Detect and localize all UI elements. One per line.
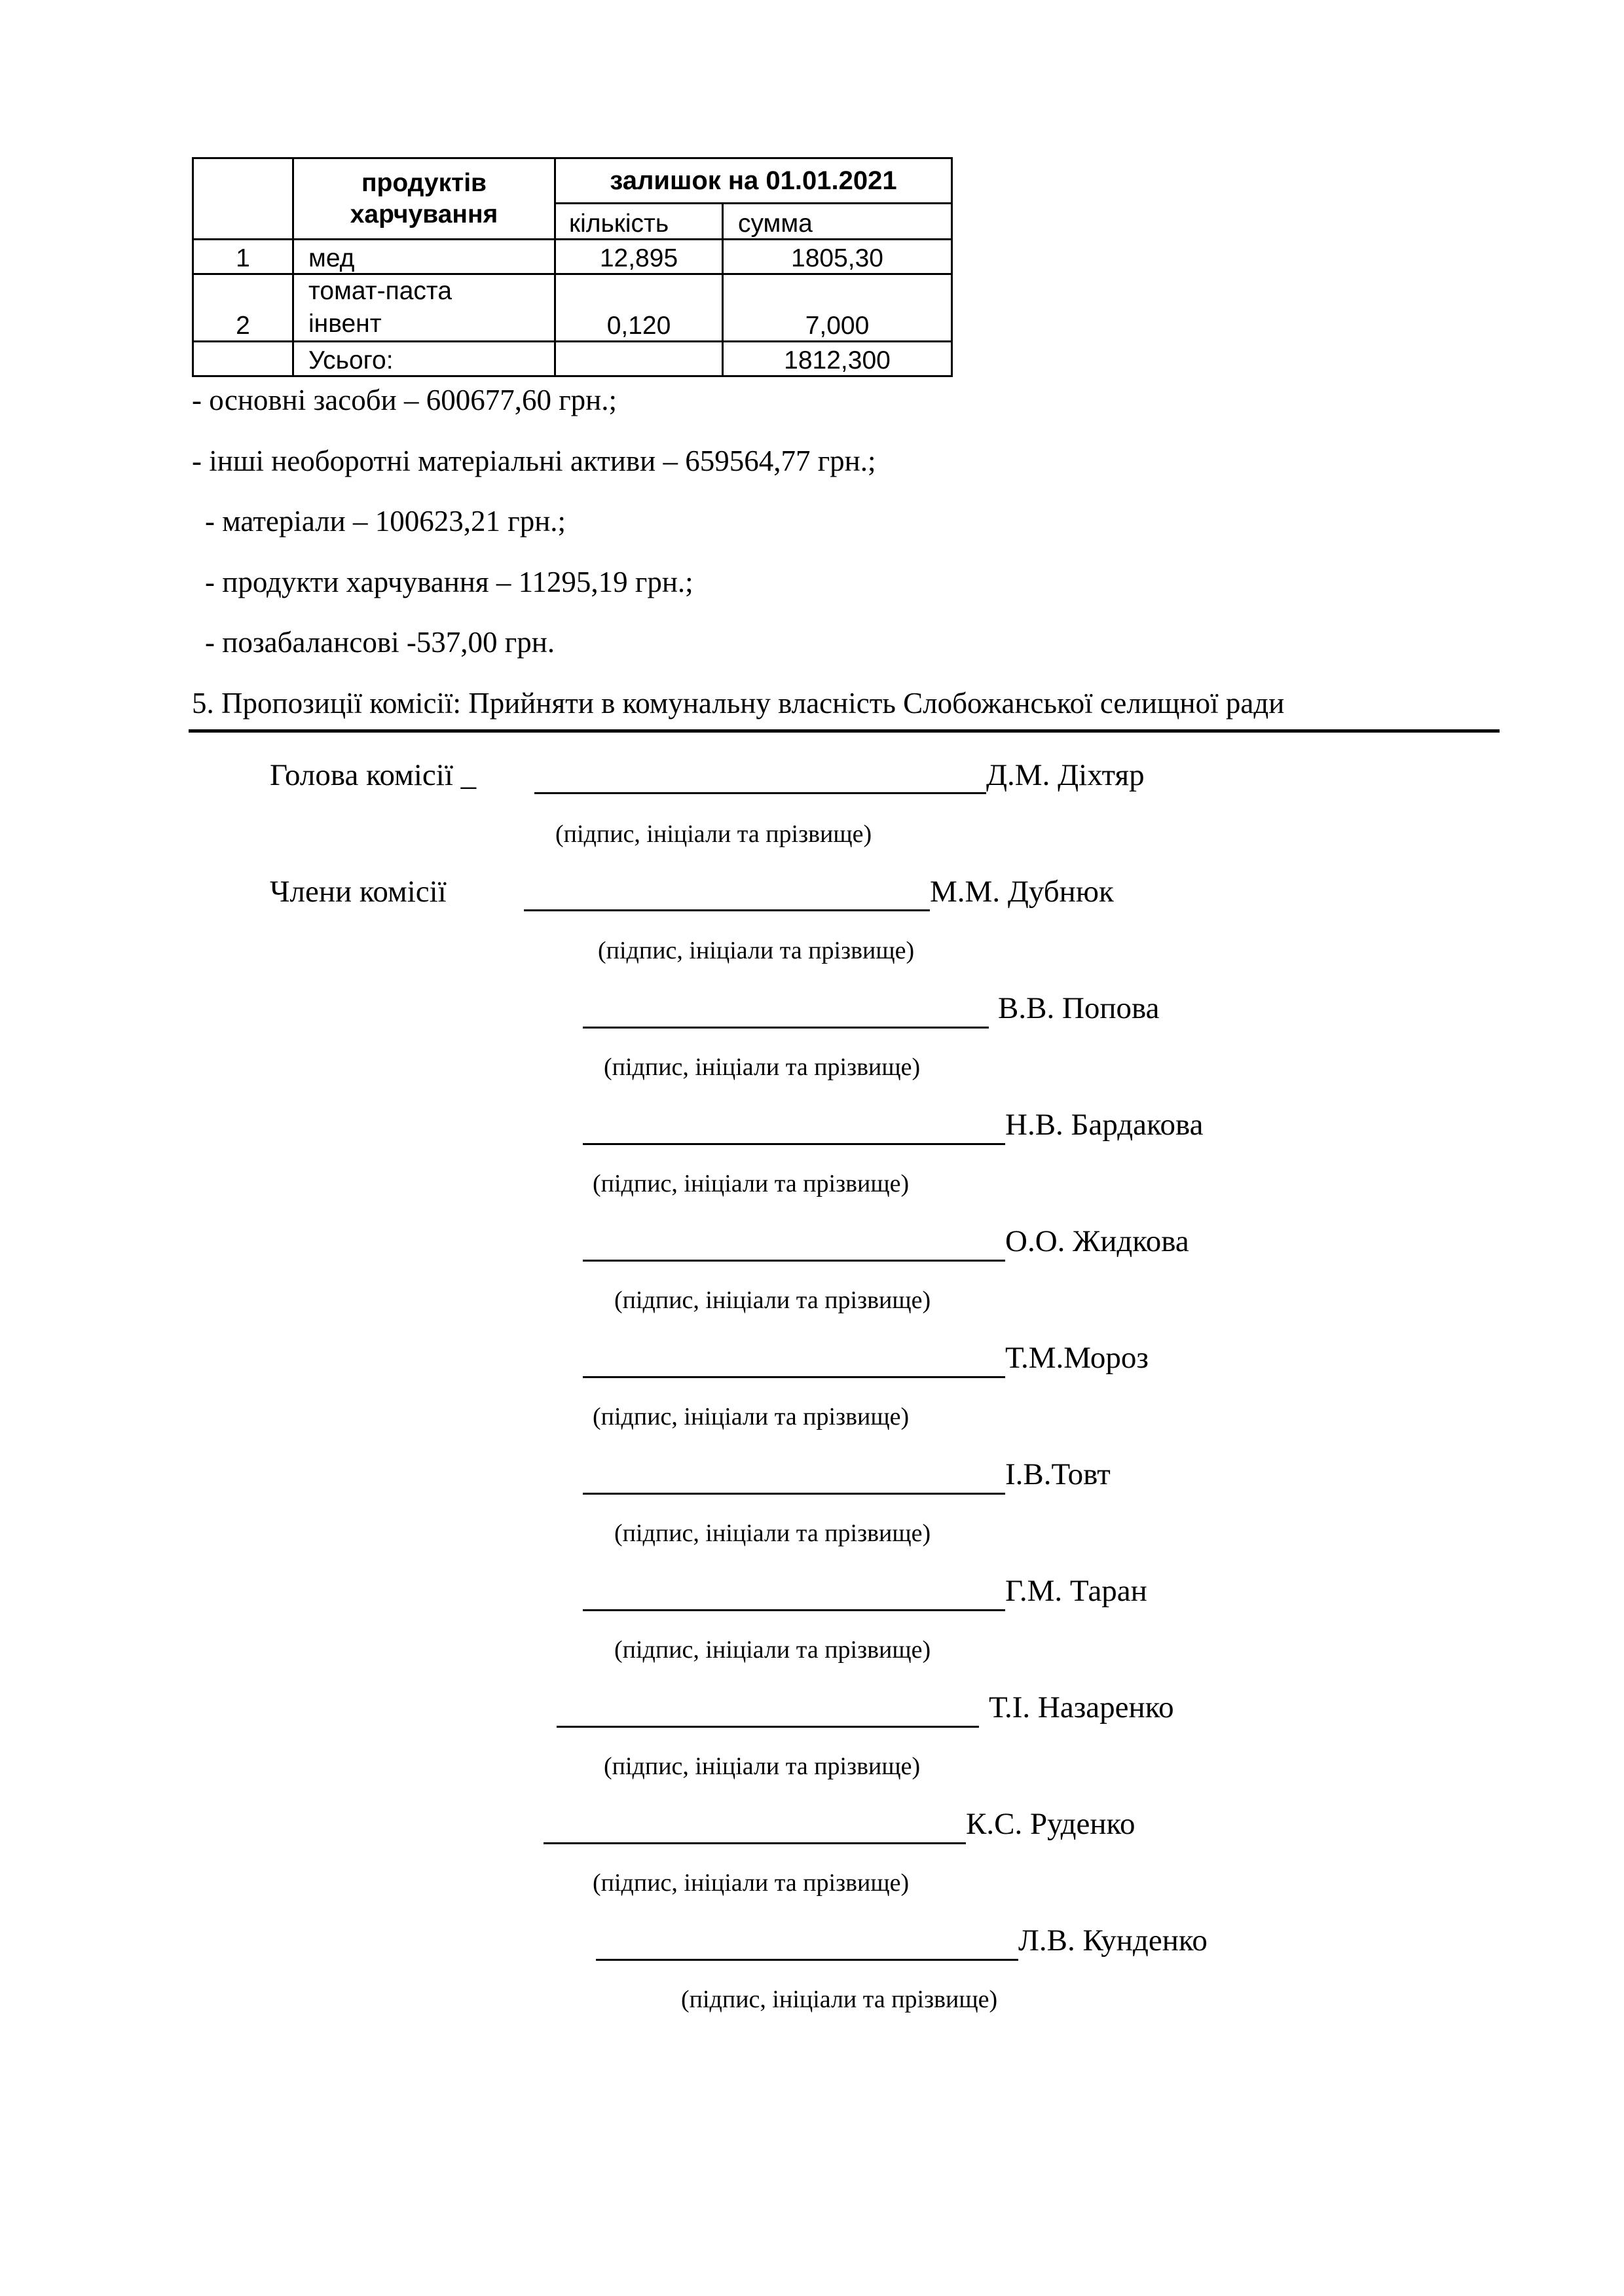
asset-materials: - матеріали – 100623,21 грн.; xyxy=(205,505,566,538)
signature-caption: (підпис, ініціали та прізвище) xyxy=(598,937,915,964)
asset-food: - продукти харчування – 11295,19 грн.; xyxy=(205,566,693,598)
signature-caption: (підпис, ініціали та прізвище) xyxy=(593,1170,910,1197)
table-header-qty: кількість xyxy=(555,204,723,240)
commission-proposal: 5. Пропозиції комісії: Прийняти в комунальну власність Слобожанської селищної ради xyxy=(192,687,1285,720)
signature-caption: (підпис, ініціали та прізвище) xyxy=(614,1286,931,1314)
table-header-balance: залишок на 01.01.2021 xyxy=(555,158,952,204)
row-sum: 7,000 xyxy=(723,274,952,342)
chair-label: Голова комісії _ xyxy=(270,758,477,792)
signatory-name: Л.В. Кунденко xyxy=(1018,1923,1208,1958)
signature-line xyxy=(524,909,930,911)
table-total-row xyxy=(193,342,952,376)
signatory-name: Т.М.Мороз xyxy=(1005,1341,1149,1375)
signature-line xyxy=(583,1609,1005,1611)
row-num: 1 xyxy=(193,240,293,274)
table-header-product: продуктів харчування xyxy=(293,158,555,240)
signature-line xyxy=(557,1726,979,1728)
row-qty: 12,895 xyxy=(555,240,723,274)
signatory-name: Г.М. Таран xyxy=(1005,1574,1147,1608)
signature-line xyxy=(583,1143,1005,1145)
signature-caption: (підпис, ініціали та прізвище) xyxy=(604,1053,921,1081)
proposal-underline xyxy=(189,729,1500,733)
signature-caption: (підпис, ініціали та прізвище) xyxy=(614,1636,931,1664)
signature-caption: (підпис, ініціали та прізвище) xyxy=(614,1520,931,1547)
signature-caption: (підпис, ініціали та прізвище) xyxy=(604,1753,921,1780)
asset-off-balance: - позабалансові -537,00 грн. xyxy=(205,626,555,659)
signatory-name: Т.І. Назаренко xyxy=(989,1690,1174,1724)
signatory-name: І.В.Товт xyxy=(1005,1457,1111,1491)
row-name: мед xyxy=(293,240,555,274)
signature-line xyxy=(583,1376,1005,1378)
row-qty: 0,120 xyxy=(555,274,723,342)
total-sum: 1812,300 xyxy=(723,342,952,376)
row-num: 2 xyxy=(193,274,293,342)
signature-caption: (підпис, ініціали та прізвище) xyxy=(593,1869,910,1897)
signature-line xyxy=(544,1842,966,1844)
signature-line xyxy=(583,1027,989,1029)
members-label: Члени комісії xyxy=(270,875,447,909)
signature-caption: (підпис, ініціали та прізвище) xyxy=(593,1403,910,1430)
table-row xyxy=(193,240,952,274)
signatory-name: М.М. Дубнюк xyxy=(930,875,1114,909)
signature-caption: (підпис, ініціали та прізвище) xyxy=(555,820,872,848)
signature-line xyxy=(583,1260,1005,1262)
total-num xyxy=(193,342,293,376)
asset-fixed: - основні засоби – 600677,60 грн.; xyxy=(192,384,617,416)
table-header-num xyxy=(193,158,293,240)
row-name: томат-паста інвент xyxy=(293,274,555,342)
signatory-name: Д.М. Діхтяр xyxy=(986,758,1145,792)
signatory-name: Н.В. Бардакова xyxy=(1005,1108,1204,1142)
signature-line xyxy=(534,792,986,794)
signature-line xyxy=(596,1959,1018,1961)
signatory-name: К.С. Руденко xyxy=(966,1807,1135,1841)
row-sum: 1805,30 xyxy=(723,240,952,274)
asset-other-noncurrent: - інші необоротні матеріальні активи – 659564,77 грн.; xyxy=(192,445,876,477)
signatory-name: О.О. Жидкова xyxy=(1005,1224,1189,1258)
total-qty xyxy=(555,342,723,376)
table-row xyxy=(193,274,952,342)
signature-line xyxy=(583,1493,1005,1495)
signature-caption: (підпис, ініціали та прізвище) xyxy=(681,1986,998,2013)
food-products-table xyxy=(192,157,953,377)
total-label: Усього: xyxy=(293,342,555,376)
table-header-sum: сумма xyxy=(723,204,952,240)
signatory-name: В.В. Попова xyxy=(998,991,1160,1025)
